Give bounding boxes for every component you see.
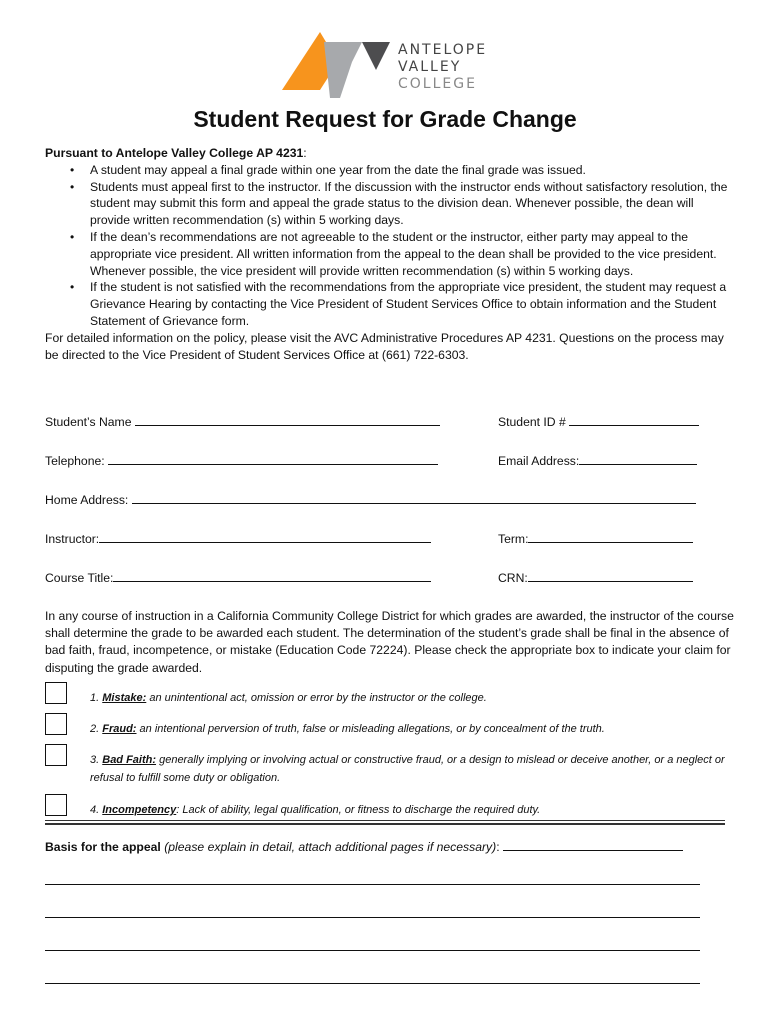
basis-for-appeal[interactable]: Basis for the appeal (please explain in detail, attach additional pages if necessary): [45, 838, 683, 854]
option-term: Incompetency [102, 804, 177, 816]
section-divider [45, 820, 725, 821]
option-bad-faith: 3. Bad Faith: generally implying or involving actual or constructive fraud, or a design to mislead or deceive another, or a neglect or refusal to fulfill some duty or obligation. [90, 754, 725, 784]
policy-intro [45, 145, 735, 363]
home-address-line[interactable] [132, 491, 696, 504]
policy-footer-text: For detailed information on the policy, please visit the AVC Administrative Procedures AP 4231. Questions on the process may be directed to the Vice President of Student Services Office at (661) 722-6303. [45, 330, 724, 362]
email-line[interactable] [579, 452, 697, 465]
logo-gray-shape [324, 42, 362, 98]
course-title-line[interactable] [113, 569, 431, 582]
home-address-field[interactable] [45, 491, 696, 507]
policy-bullet: • If the student is not satisfied with the recommendations from the appropriate vice president, the student may request a Grievance Hearing by contacting the Vice President of Student Services Office to obtain information and the Student Statement of Grievance form. [90, 279, 735, 329]
option-incompetency: 4. Incompetency: Lack of ability, legal qualification, or fitness to discharge the required duty. [90, 804, 541, 816]
education-code-paragraph: In any course of instruction in a California Community College District for which grades are awarded, the instructor of the course shall determine the grade to be awarded each student. The determination of the student’s grade shall be final in the absence of bad faith, fraud, incompetence, or mistake (Education Code 72224). Please check the appropriate box to indicate your claim for disputing the grade awarded. [45, 609, 734, 675]
explanation-line[interactable] [45, 983, 700, 984]
telephone-field[interactable] [45, 452, 438, 468]
instructor-field[interactable] [45, 530, 431, 546]
basis-label: Basis for the appeal [45, 840, 161, 854]
term-field[interactable] [498, 530, 693, 546]
term-label: Term: [498, 532, 529, 546]
logo-dark-shape [362, 42, 390, 70]
email-field[interactable] [498, 452, 697, 468]
student-id-line[interactable] [569, 413, 699, 426]
student-id-field[interactable] [498, 413, 699, 429]
intro-heading-colon: : [303, 146, 307, 160]
course-title-label: Course Title: [45, 571, 114, 585]
mistake-checkbox[interactable] [45, 682, 67, 704]
student-id-label: Student ID # [498, 415, 566, 429]
option-term: Mistake: [102, 692, 147, 704]
logo-text-college: COLLEGE [398, 76, 477, 92]
option-fraud: 2. Fraud: an intentional perversion of truth, false or misleading allegations, or by concealment of the truth. [90, 723, 605, 735]
home-address-label: Home Address: [45, 493, 129, 507]
course-title-field[interactable] [45, 569, 431, 585]
explanation-line[interactable] [45, 950, 700, 951]
student-name-line[interactable] [135, 413, 440, 426]
logo-text-antelope: ANTELOPE [398, 42, 488, 58]
student-name-field[interactable] [45, 413, 440, 429]
section-divider [45, 823, 725, 825]
logo-text-valley: VALLEY [398, 59, 462, 75]
explanation-line[interactable] [45, 884, 700, 885]
term-line[interactable] [528, 530, 693, 543]
telephone-line[interactable] [108, 452, 438, 465]
crn-line[interactable] [528, 569, 693, 582]
fraud-checkbox[interactable] [45, 713, 67, 735]
policy-bullet: • A student may appeal a final grade within one year from the date the final grade was issued. [90, 162, 735, 179]
basis-hint: (please explain in detail, attach additional pages if necessary) [164, 840, 497, 854]
policy-bullet: • If the dean’s recommendations are not agreeable to the student or the instructor, either party may appeal to the appropriate vice president. All written information from the appeal to the dean shall be provided to the vice president. Whenever possible, the vice president will provide written recommendation (s) within 5 working days. [90, 229, 735, 279]
option-term: Fraud: [102, 723, 137, 735]
telephone-label: Telephone: [45, 454, 105, 468]
crn-label: CRN: [498, 571, 528, 585]
crn-field[interactable] [498, 569, 693, 585]
student-name-label: Student’s Name [45, 415, 132, 429]
antelope-valley-college-logo [280, 30, 392, 100]
intro-heading: Pursuant to Antelope Valley College AP 4231 [45, 146, 304, 160]
explanation-line[interactable] [45, 917, 700, 918]
option-term: Bad Faith: [102, 754, 157, 766]
instructor-label: Instructor: [45, 532, 100, 546]
policy-bullet-list [45, 162, 735, 330]
policy-bullet: • Students must appeal first to the instructor. If the discussion with the instructor ends without satisfactory resolution, the student may submit this form and appeal the grade status to the division dean. Whenever possible, the dean will provide written recommendation (s) within 5 working days. [90, 179, 735, 229]
page-title: Student Request for Grade Change [193, 106, 577, 132]
basis-line[interactable] [503, 838, 683, 851]
bad-faith-checkbox[interactable] [45, 744, 67, 766]
instructor-line[interactable] [99, 530, 431, 543]
email-label: Email Address: [498, 454, 580, 468]
option-mistake: 1. Mistake: an unintentional act, omission or error by the instructor or the college. [90, 692, 487, 704]
incompetency-checkbox[interactable] [45, 794, 67, 816]
